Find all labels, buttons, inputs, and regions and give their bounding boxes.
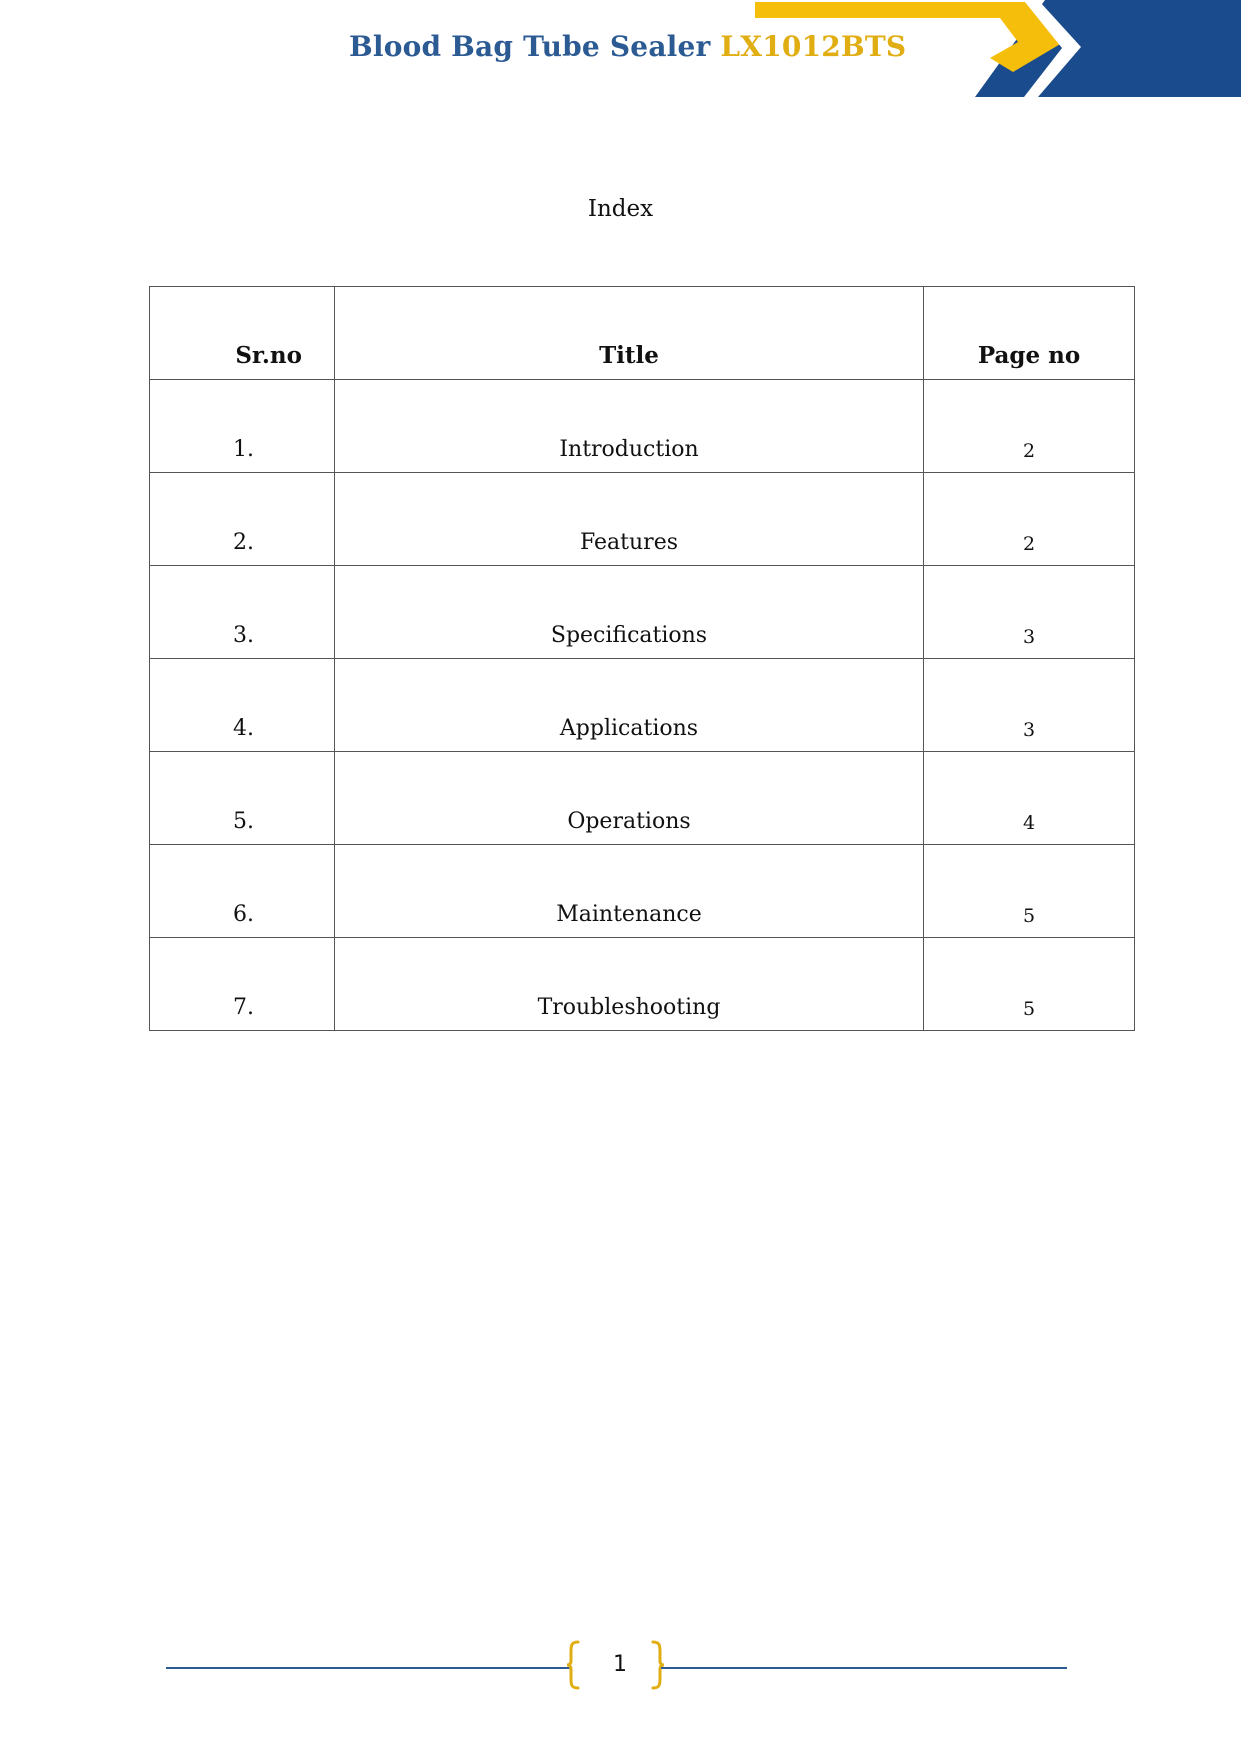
sr-no-cell: 7. xyxy=(150,938,335,1031)
title-cell: Applications xyxy=(335,659,924,752)
header-banner-graphic xyxy=(740,0,1241,100)
index-table-header-row xyxy=(150,287,1135,380)
column-header-sr-no: Sr.no xyxy=(150,287,335,380)
table-row xyxy=(150,752,1135,845)
table-row xyxy=(150,566,1135,659)
page-no-cell: 4 xyxy=(924,752,1135,845)
sr-no-cell: 3. xyxy=(150,566,335,659)
column-header-title: Title xyxy=(335,287,924,380)
table-row xyxy=(150,845,1135,938)
index-heading: Index xyxy=(587,196,654,222)
index-table xyxy=(149,286,1135,1031)
title-cell: Maintenance xyxy=(335,845,924,938)
title-cell: Troubleshooting xyxy=(335,938,924,1031)
product-name: Blood Bag Tube Sealer xyxy=(349,30,711,63)
title-cell: Features xyxy=(335,473,924,566)
title-cell: Specifications xyxy=(335,566,924,659)
header-banner-yellow-stripe xyxy=(755,2,1062,72)
footer-right-brace-icon xyxy=(651,1640,665,1690)
page-no-cell: 2 xyxy=(924,473,1135,566)
footer-rule-left xyxy=(166,1667,572,1669)
title-cell: Operations xyxy=(335,752,924,845)
table-row xyxy=(150,473,1135,566)
page-no-cell: 5 xyxy=(924,938,1135,1031)
model-code: LX1012BTS xyxy=(720,30,907,63)
page-no-cell: 2 xyxy=(924,380,1135,473)
table-row xyxy=(150,938,1135,1031)
sr-no-cell: 1. xyxy=(150,380,335,473)
sr-no-cell: 5. xyxy=(150,752,335,845)
page-number: 1 xyxy=(613,1652,627,1677)
column-header-page-no: Page no xyxy=(924,287,1135,380)
page-no-cell: 5 xyxy=(924,845,1135,938)
page-no-cell: 3 xyxy=(924,659,1135,752)
table-row xyxy=(150,380,1135,473)
sr-no-cell: 4. xyxy=(150,659,335,752)
footer-rule-right xyxy=(661,1667,1067,1669)
title-cell: Introduction xyxy=(335,380,924,473)
sr-no-cell: 6. xyxy=(150,845,335,938)
table-row xyxy=(150,659,1135,752)
sr-no-cell: 2. xyxy=(150,473,335,566)
footer-left-brace-icon xyxy=(566,1640,580,1690)
page-no-cell: 3 xyxy=(924,566,1135,659)
